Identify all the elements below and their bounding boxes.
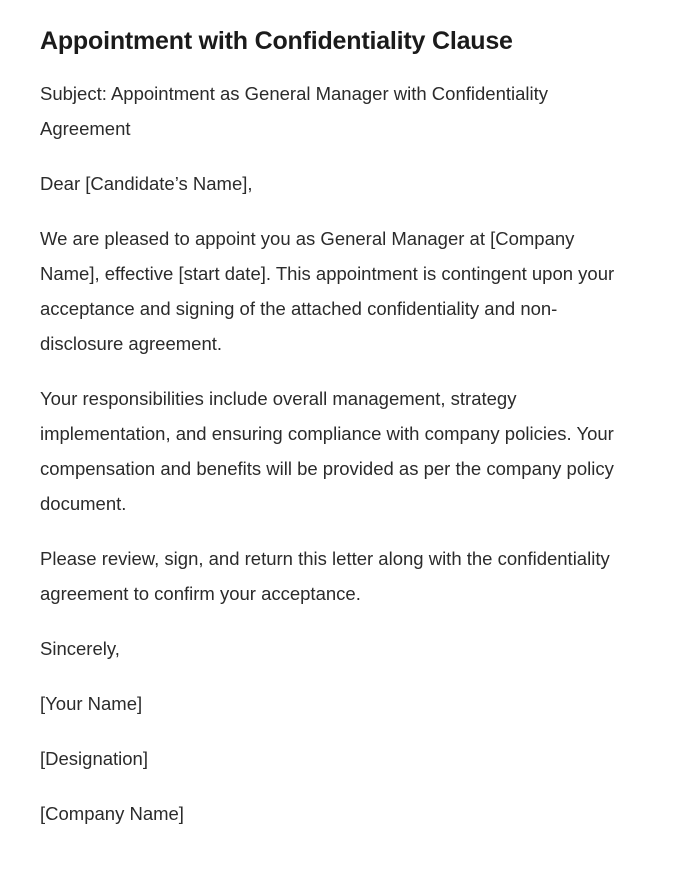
closing: Sincerely, (40, 638, 120, 659)
appointment-paragraph: We are pleased to appoint you as General Manager at [Company Name], effective [start date]. This appointment is contingent upon your acceptance and signing of the attached confidentiality and non-disclosure agreement. (40, 228, 615, 354)
document-body (40, 76, 632, 831)
page-title: Appointment with Confidentiality Clause (40, 27, 513, 55)
salutation: Dear [Candidate’s Name], (40, 173, 253, 194)
sender-company-placeholder: [Company Name] (40, 803, 184, 824)
sender-name-placeholder: [Your Name] (40, 693, 143, 714)
responsibilities-paragraph: Your responsibilities include overall management, strategy implementation, and ensuring compliance with company policies. Your compensation and benefits will be provided as per the company policy document. (40, 388, 614, 514)
sender-designation-placeholder: [Designation] (40, 748, 148, 769)
action-request-paragraph: Please review, sign, and return this letter along with the confidentiality agreement to confirm your acceptance. (40, 548, 610, 604)
subject-line: Subject: Appointment as General Manager with Confidentiality Agreement (40, 83, 549, 139)
